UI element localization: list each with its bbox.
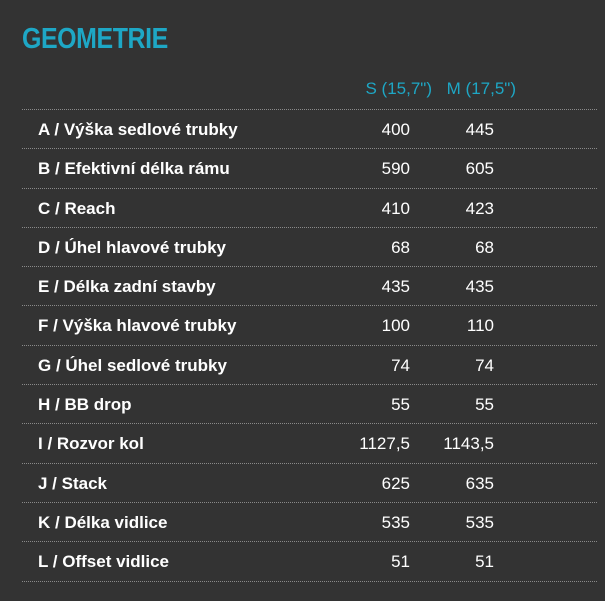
row-label: G / Úhel sedlové trubky [38, 355, 227, 375]
value-size-s: 400 [381, 120, 410, 139]
table-row [22, 306, 597, 345]
row-label: C / Reach [38, 198, 116, 218]
table-row [22, 149, 597, 188]
table-row [22, 267, 597, 306]
value-size-m: 1143,5 [443, 434, 494, 454]
value-size-s: 590 [381, 159, 410, 179]
table-row [22, 424, 597, 463]
value-size-s: 100 [381, 316, 410, 336]
value-size-m: 635 [465, 473, 494, 493]
row-label: A / Výška sedlové trubky [38, 120, 238, 139]
value-size-m: 55 [475, 395, 494, 415]
page-title: GEOMETRIE [22, 23, 168, 55]
value-size-s: 625 [381, 473, 410, 493]
table-row [22, 110, 597, 149]
value-size-s: 410 [381, 198, 410, 218]
table-row [22, 464, 597, 503]
value-size-m: 68 [475, 237, 494, 257]
value-size-m: 423 [465, 198, 494, 218]
row-label: H / BB drop [38, 395, 132, 415]
value-size-s: 51 [391, 552, 410, 572]
table-row [22, 228, 597, 267]
value-size-s: 68 [391, 237, 410, 257]
row-label: D / Úhel hlavové trubky [38, 237, 226, 257]
value-size-m: 435 [465, 277, 494, 297]
column-header-size-m: M (17,5") [446, 79, 516, 98]
value-size-m: 110 [466, 316, 494, 336]
value-size-m: 445 [465, 120, 494, 139]
table-header [22, 70, 597, 110]
value-size-s: 1127,5 [359, 434, 410, 454]
value-size-s: 535 [381, 512, 410, 532]
table-row [22, 385, 597, 424]
value-size-m: 51 [475, 552, 494, 572]
row-label: E / Délka zadní stavby [38, 277, 216, 297]
table-row [22, 542, 597, 581]
table-row [22, 189, 597, 228]
geometry-table [22, 70, 597, 582]
table-row [22, 346, 597, 385]
value-size-m: 535 [465, 512, 494, 532]
value-size-s: 435 [381, 277, 410, 297]
row-label: F / Výška hlavové trubky [38, 316, 237, 336]
column-header-size-s: S (15,7") [365, 79, 432, 98]
table-row [22, 503, 597, 542]
value-size-m: 74 [475, 355, 494, 375]
row-label: L / Offset vidlice [38, 552, 170, 572]
row-label: B / Efektivní délka rámu [38, 159, 230, 179]
row-label: K / Délka vidlice [38, 512, 168, 532]
row-label: I / Rozvor kol [38, 434, 144, 454]
value-size-s: 74 [391, 355, 410, 375]
row-label: J / Stack [38, 473, 107, 493]
value-size-s: 55 [391, 395, 410, 415]
value-size-m: 605 [465, 159, 494, 179]
